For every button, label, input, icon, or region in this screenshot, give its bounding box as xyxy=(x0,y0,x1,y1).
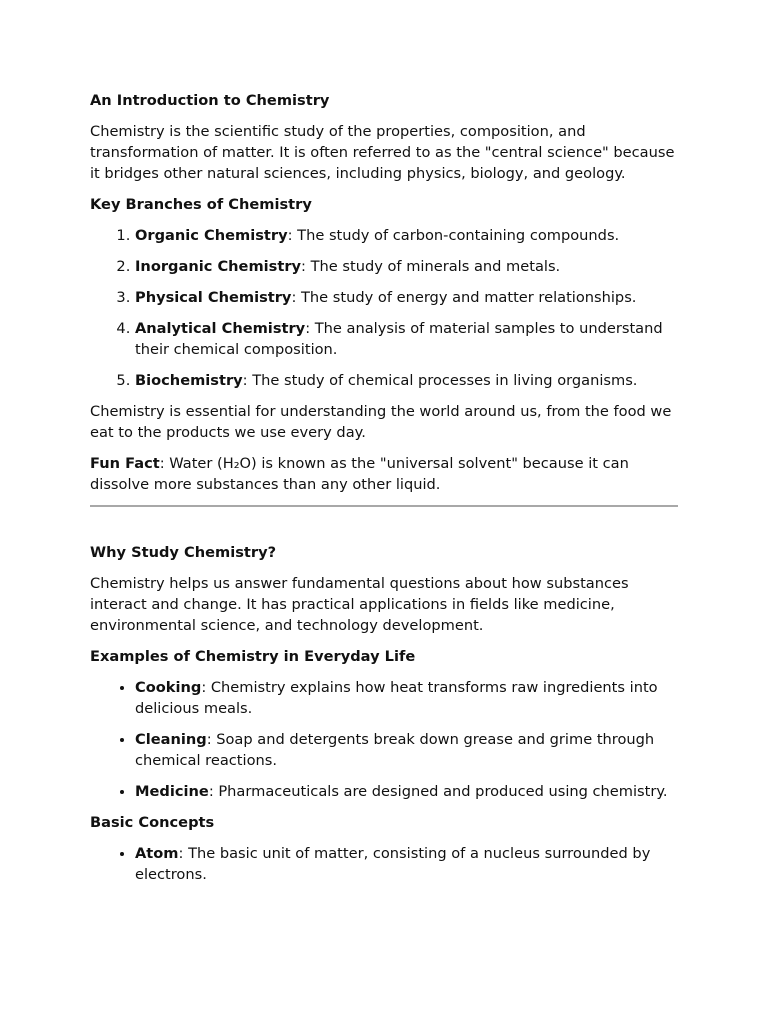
branch-item xyxy=(135,370,678,391)
concept-item xyxy=(135,843,678,885)
branch-term: Analytical Chemistry xyxy=(135,320,306,337)
branch-term: Inorganic Chemistry xyxy=(135,258,302,275)
branch-desc: : The analysis of material samples to understand their chemical composition. xyxy=(135,320,663,358)
example-desc: : Soap and detergents break down grease and grime through chemical reactions. xyxy=(135,731,655,769)
why-paragraph: Chemistry helps us answer fundamental questions about how substances interact and change. It has practical applications in fields like medicine, environmental science, and technology development. xyxy=(90,575,629,634)
fun-fact-label: Fun Fact xyxy=(90,455,160,472)
branch-desc: : The study of chemical processes in living organisms. xyxy=(242,372,638,389)
branch-desc: : The study of minerals and metals. xyxy=(301,258,561,275)
example-item xyxy=(135,729,678,771)
branch-item xyxy=(135,225,678,246)
example-term: Cooking xyxy=(135,679,202,696)
branch-item xyxy=(135,318,678,360)
branch-item xyxy=(135,256,678,277)
example-item xyxy=(135,781,678,802)
divider-spacer xyxy=(90,507,678,542)
branch-term: Biochemistry xyxy=(135,372,243,389)
example-term: Cleaning xyxy=(135,731,207,748)
branch-term: Physical Chemistry xyxy=(135,289,292,306)
why-heading: Why Study Chemistry? xyxy=(90,544,277,561)
example-desc: : Chemistry explains how heat transforms raw ingredients into delicious meals. xyxy=(135,679,658,717)
branch-item xyxy=(135,287,678,308)
examples-list xyxy=(90,677,678,802)
example-item xyxy=(135,677,678,719)
essential-paragraph: Chemistry is essential for understanding the world around us, from the food we eat to the products we use every day. xyxy=(90,403,672,441)
branch-desc: : The study of carbon-containing compounds. xyxy=(287,227,620,244)
concepts-list xyxy=(90,843,678,885)
branch-term: Organic Chemistry xyxy=(135,227,288,244)
branch-desc: : The study of energy and matter relationships. xyxy=(291,289,637,306)
fun-fact-paragraph xyxy=(90,453,678,495)
examples-heading: Examples of Chemistry in Everyday Life xyxy=(90,648,416,665)
branches-heading: Key Branches of Chemistry xyxy=(90,196,312,213)
branches-list xyxy=(90,225,678,391)
example-desc: : Pharmaceuticals are designed and produced using chemistry. xyxy=(208,783,668,800)
concepts-heading: Basic Concepts xyxy=(90,814,215,831)
intro-heading: An Introduction to Chemistry xyxy=(90,92,330,109)
example-term: Medicine xyxy=(135,783,209,800)
concept-desc: : The basic unit of matter, consisting of a nucleus surrounded by electrons. xyxy=(135,845,651,883)
concept-term: Atom xyxy=(135,845,179,862)
fun-fact-text: : Water (H₂O) is known as the "universal solvent" because it can dissolve more substances than any other liquid. xyxy=(90,455,629,493)
intro-paragraph: Chemistry is the scientific study of the properties, composition, and transformation of matter. It is often referred to as the "central science" because it bridges other natural sciences, including physics, biology, and geology. xyxy=(90,123,675,182)
document-page xyxy=(90,90,678,895)
